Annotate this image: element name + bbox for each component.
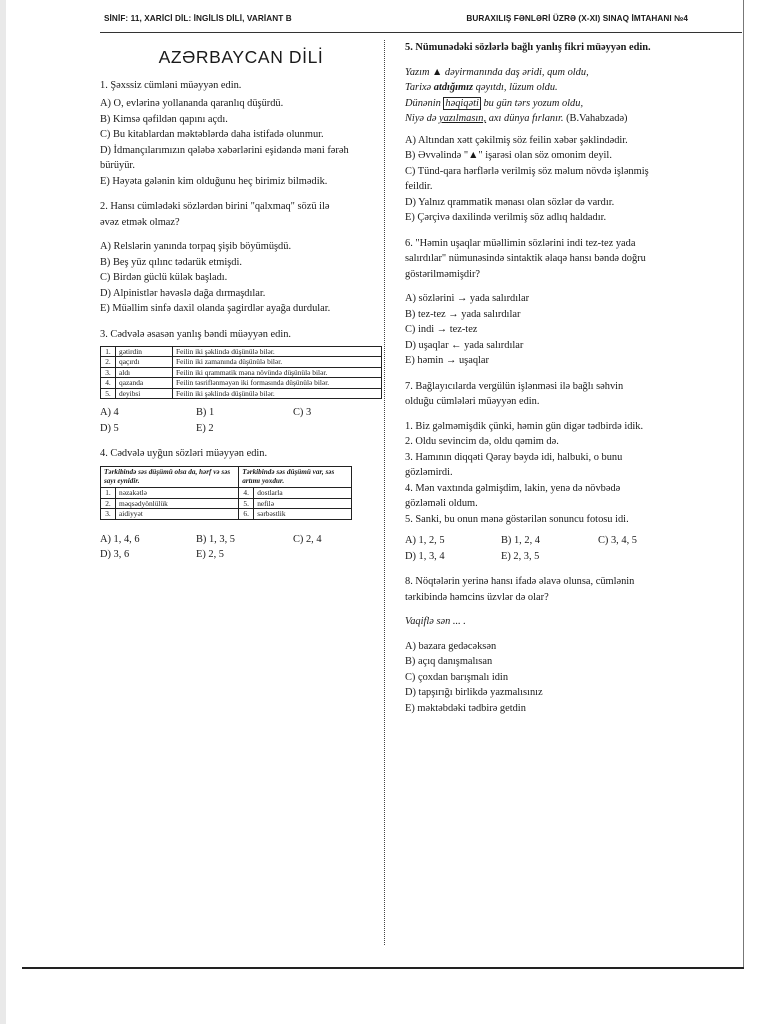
table-cell: gətirdin — [116, 347, 173, 357]
option: E) 2, 5 — [196, 549, 224, 561]
table-cell: Feilin iki şəklində düşünülə bilər. — [173, 388, 382, 398]
page-title: AZƏRBAYCAN DİLİ — [158, 47, 324, 67]
page-bottom-rule — [22, 967, 744, 969]
question-5 — [405, 40, 695, 226]
option: D) 5 — [100, 422, 119, 434]
question-text: salırdılar" nümunəsində sintaktik əlaqə hansı bəndə doğru — [405, 253, 646, 264]
option: C) çoxdan barışmalı idin — [405, 671, 509, 683]
option: B) 1, 3, 5 — [196, 533, 235, 545]
option: D) uşaqlar ← yada salırdılar — [405, 339, 524, 351]
option: B) Beş yüz qılınc tədarük etmişdi. — [100, 256, 242, 268]
option: A) 4 — [100, 407, 119, 419]
option: B) tez-tez → yada salırdılar — [405, 308, 521, 320]
question-4-table — [100, 466, 352, 520]
question-prompt: Vaqiflə sən ... . — [405, 616, 466, 627]
table-cell: 2. — [101, 357, 116, 367]
option: A) Altından xətt çəkilmiş söz feilin xəbər şəklindədir. — [405, 134, 628, 146]
header-rule — [100, 32, 742, 33]
options-row — [405, 549, 695, 565]
option: C) 3 — [293, 407, 312, 419]
table-cell: 4. — [239, 488, 254, 498]
options-row — [100, 405, 382, 421]
list-item: 2. Oldu sevincim də, oldu qəmim də. — [405, 436, 559, 447]
poem-line: Dünənin həqiqəti bu gün tərs yozum oldu, — [405, 97, 584, 109]
table-cell: Feilin təsriflənməyən iki formasında düşünülə bilər. — [173, 378, 382, 388]
option: E) həmin → uşaqlar — [405, 355, 489, 366]
question-text: 2. Hansı cümlədəki sözlərdən birini "qalxmaq" sözü ilə — [100, 201, 330, 212]
table-cell: 3. — [101, 509, 116, 519]
table-header: Tərkibində səs düşümü var, səs artımı yoxdur. — [239, 466, 352, 488]
option: A) 1, 4, 6 — [100, 533, 140, 545]
option: A) Relslərin yanında torpaq şişib böyümüşdü. — [100, 241, 292, 252]
question-1 — [100, 78, 382, 190]
options-row — [100, 532, 382, 548]
option: A) 1, 2, 5 — [405, 535, 445, 546]
list-item-continuation: gözləmirdi. — [405, 467, 453, 478]
table-cell: qaçırdı — [116, 357, 173, 367]
table-row — [101, 509, 352, 519]
option: A) O, evlərinə yollananda qaranlıq düşürdü. — [100, 98, 284, 109]
option: D) 3, 6 — [100, 549, 130, 561]
table-cell: dostlarla — [254, 488, 352, 498]
option: B) açıq danışmalısan — [405, 656, 493, 667]
table-cell: Feilin iki zamanında düşünülə bilər. — [173, 357, 382, 367]
option: E) Çərçivə daxilində verilmiş söz adlıq haldadır. — [405, 212, 607, 223]
table-row — [101, 378, 382, 388]
question-3 — [100, 327, 382, 437]
option: A) sözlərini → yada salırdılar — [405, 293, 530, 304]
table-cell: 1. — [101, 347, 116, 357]
option: D) 1, 3, 4 — [405, 550, 445, 562]
option: D) İdmançılarımızın qələbə xəbərlərini eşidəndə məni fərəh — [100, 144, 349, 156]
option: B) 1 — [196, 407, 215, 419]
options-row — [405, 533, 695, 549]
question-6 — [405, 236, 695, 369]
table-cell: aidiyyət — [116, 509, 239, 519]
question-text: əvəz etmək olmaz? — [100, 216, 180, 228]
table-cell: 6. — [239, 509, 254, 519]
option: E) 2, 3, 5 — [501, 550, 540, 562]
poem-line: Niyə də yazılmasın, axı dünya fırlanır. (B.Vahabzadə) — [405, 113, 628, 124]
right-column — [405, 40, 695, 716]
table-cell: 1. — [101, 488, 116, 498]
question-text: tərkibində həmcins üzvlər də olar? — [405, 591, 549, 603]
option: C) Bu kitablardan məktəblərdə daha istifadə olunmur. — [100, 129, 324, 140]
question-text: 7. Bağlayıcılarda vergülün işlənməsi ilə bağlı səhvin — [405, 380, 624, 392]
question-text: 8. Nöqtələrin yerinə hansı ifadə əlavə olunsa, cümlənin — [405, 576, 635, 587]
poem-line: Tarixə atdığımız qəyıtdı, lüzum oldu. — [405, 82, 558, 93]
option: C) 3, 4, 5 — [598, 535, 637, 546]
option: E) Müəllim sinfə daxil olanda şagirdlər ayağa durdular. — [100, 303, 331, 314]
table-row — [101, 347, 382, 357]
option: C) Tünd-qara hərflərlə verilmiş söz məlum növdə işlənmiş — [405, 165, 649, 177]
page-right-border — [743, 0, 744, 968]
table-cell: 2. — [101, 498, 116, 508]
table-cell: nəzakətlə — [116, 488, 239, 498]
table-cell: 3. — [101, 367, 116, 377]
scan-left-edge — [0, 0, 6, 1024]
question-7 — [405, 379, 695, 565]
option: A) bazara gedəcəksən — [405, 640, 497, 652]
list-item: 1. Biz gəlməmişdik çünki, həmin gün digər tədbirdə idik. — [405, 420, 644, 432]
framed-word: həqiqəti — [445, 97, 479, 109]
list-item: 5. Sanki, bu onun mənə göstərilən sonuncu fotosu idi. — [405, 513, 629, 525]
table-row — [101, 367, 382, 377]
option-continuation: bürüyür. — [100, 160, 135, 171]
column-divider — [384, 40, 385, 945]
question-4 — [100, 446, 382, 563]
table-row — [101, 357, 382, 367]
list-item-continuation: gözləməli oldum. — [405, 498, 478, 509]
option: B) Əvvəlində "▲" işarəsi olan söz omonim deyil. — [405, 150, 612, 161]
table-cell: qazanda — [116, 378, 173, 388]
table-row — [101, 388, 382, 398]
question-2 — [100, 199, 382, 317]
option: C) indi → tez-tez — [405, 324, 478, 335]
question-8 — [405, 574, 695, 716]
option: E) 2 — [196, 422, 214, 434]
table-cell: sərbəstlik — [254, 509, 352, 519]
option-continuation: feildir. — [405, 181, 433, 192]
table-cell: nefilə — [254, 498, 352, 508]
table-cell: Feilin iki şəklində düşünülə bilər. — [173, 347, 382, 357]
question-text: 6. "Həmin uşaqlar müəllimin sözlərini indi tez-tez yada — [405, 237, 636, 249]
table-header-row — [101, 466, 352, 488]
table-cell: 5. — [101, 388, 116, 398]
question-3-table — [100, 346, 382, 399]
table-header: Tərkibində səs düşümü olsa da, hərf və səs sayı eynidir. — [101, 466, 239, 488]
question-text: olduğu cümlələri müəyyən edin. — [405, 396, 540, 407]
table-cell: Feilin iki qrammatik məna növündə düşünülə bilər. — [173, 367, 382, 377]
option: E) Həyəta gələnin kim olduğunu heç birimiz bilmədik. — [100, 175, 328, 187]
table-cell: aldı — [116, 367, 173, 377]
table-cell: deyibsi — [116, 388, 173, 398]
option: E) məktəbdəki tədbirə getdin — [405, 702, 526, 714]
option: D) Alpinistlər həvəslə dağa dırmaşdılar. — [100, 287, 266, 299]
question-text: 4. Cədvələ uyğun sözləri müəyyən edin. — [100, 448, 268, 460]
list-item: 3. Hamının diqqəti Qəray bəydə idi, halbuki, o bunu — [405, 451, 623, 463]
option: C) 2, 4 — [293, 533, 322, 545]
option: B) 1, 2, 4 — [501, 535, 540, 546]
table-cell: 4. — [101, 378, 116, 388]
poem-author: (B.Vahabzadə) — [563, 113, 628, 124]
question-text: 1. Şəxssiz cümləni müəyyən edin. — [100, 79, 242, 91]
question-text: 3. Cədvələ əsasən yanlış bəndi müəyyən edin. — [100, 328, 292, 340]
underlined-word: yazılmasın, — [439, 113, 487, 124]
left-column — [100, 47, 382, 563]
table-cell: 5. — [239, 498, 254, 508]
table-row — [101, 488, 352, 498]
header-right: BURAXILIŞ FƏNLƏRİ ÜZRƏ (X-XI) SINAQ İMTAHANI №4 — [466, 14, 688, 23]
question-text: 5. Nümunədəki sözlərlə bağlı yanlış fikri müəyyən edin. — [405, 42, 651, 53]
question-text: göstərilməmişdir? — [405, 268, 481, 280]
options-row — [100, 547, 382, 563]
option: C) Birdən güclü külək başladı. — [100, 272, 228, 283]
list-item: 4. Mən vaxtında gəlmişdim, lakin, yenə də növbədə — [405, 482, 621, 494]
header-left: SİNİF: 11, XARİCİ DİL: İNGİLİS DİLİ, VARİANT B — [104, 14, 292, 23]
bold-word: atdığımız — [433, 82, 474, 93]
table-cell: məqsədyönlülük — [116, 498, 239, 508]
option: B) Kimsə qəfildən qapını açdı. — [100, 113, 228, 125]
option: D) Yalnız qrammatik mənası olan sözlər də vardır. — [405, 196, 615, 208]
options-row — [100, 421, 382, 437]
table-row — [101, 498, 352, 508]
option: D) tapşırığı birlikdə yazmalısınız — [405, 687, 543, 698]
poem-line: Yazım ▲ dəyirmanında daş əridi, qum oldu, — [405, 66, 589, 78]
